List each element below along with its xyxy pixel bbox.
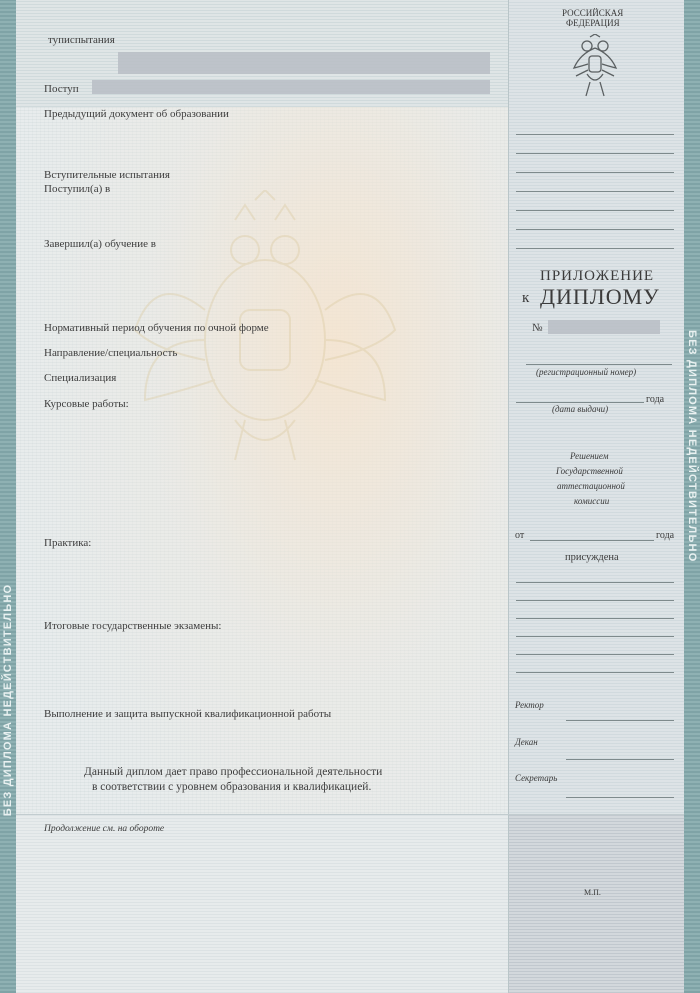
redacted-name xyxy=(118,52,490,74)
rule-line xyxy=(516,229,674,230)
qualification-line xyxy=(516,600,674,601)
rule-line xyxy=(516,134,674,135)
thesis-label: Выполнение и защита выпускной квалификационной работы xyxy=(44,708,332,720)
redacted-number xyxy=(548,320,660,334)
specialization-label: Специализация xyxy=(44,372,117,384)
issue-date-line xyxy=(516,402,644,403)
rector-label: Ректор xyxy=(515,700,544,710)
previous-document-label: Предыдущий документ об образовании xyxy=(44,108,229,120)
country-line-2: ФЕДЕРАЦИЯ xyxy=(566,18,620,28)
dean-label: Декан xyxy=(515,737,538,747)
rule-line xyxy=(516,172,674,173)
year-word: года xyxy=(646,394,665,405)
study-period-label: Нормативный период обучения по очной форме xyxy=(44,322,269,334)
right-band-text: БЕЗ ДИПЛОМА НЕДЕЙСТВИТЕЛЬНО xyxy=(686,330,698,563)
secretary-signature-line xyxy=(566,797,674,798)
secretary-label: Секретарь xyxy=(515,773,558,783)
title-diploma: ДИПЛОМУ xyxy=(540,284,660,309)
qualification-line xyxy=(516,672,674,673)
reg-number-caption: (регистрационный номер) xyxy=(536,367,637,377)
redacted-line xyxy=(92,80,490,94)
rector-signature-line xyxy=(566,720,674,721)
rule-line xyxy=(516,191,674,192)
specialty-label: Направление/специальность xyxy=(44,347,178,359)
number-sign: № xyxy=(532,322,543,334)
right-security-band xyxy=(684,0,700,993)
country-line-1: РОССИЙСКАЯ xyxy=(562,8,624,18)
qualification-line xyxy=(516,654,674,655)
practice-label: Практика: xyxy=(44,537,92,549)
dean-signature-line xyxy=(566,759,674,760)
enrolled-in-label: Поступил(а) в xyxy=(44,183,111,195)
title-k: к xyxy=(522,290,531,306)
from-word: от xyxy=(515,530,525,541)
double-headed-eagle-icon xyxy=(570,34,620,100)
reg-number-line xyxy=(526,364,672,365)
notice-line-1: Данный диплом дает право профессиональной деятельности xyxy=(84,766,383,778)
entrance-exams-label: Вступительные испытания xyxy=(44,169,170,181)
admission-tests-header-fragment: туписпытания xyxy=(48,34,115,46)
decision-line-1: Решением xyxy=(570,451,609,461)
admitted-header-fragment: Поступ xyxy=(44,83,79,95)
qualification-line xyxy=(516,636,674,637)
stamp-area xyxy=(508,814,684,993)
completed-studies-label: Завершил(а) обучение в xyxy=(44,238,156,250)
rule-line xyxy=(516,210,674,211)
title-supplement: ПРИЛОЖЕНИЕ xyxy=(540,268,655,284)
vertical-divider xyxy=(508,0,509,993)
left-band-text: БЕЗ ДИПЛОМА НЕДЕЙСТВИТЕЛЬНО xyxy=(2,583,14,817)
eagle-watermark-icon xyxy=(115,190,415,490)
stamp-place-label: М.П. xyxy=(584,888,601,897)
qualification-line xyxy=(516,618,674,619)
issue-date-caption: (дата выдачи) xyxy=(552,404,609,414)
coursework-label: Курсовые работы: xyxy=(44,398,129,410)
bottom-strip xyxy=(16,814,508,993)
decision-line-2: Государственной xyxy=(556,466,623,476)
state-exams-label: Итоговые государственные экзамены: xyxy=(44,620,222,632)
continued-note: Продолжение см. на обороте xyxy=(44,824,165,834)
awarded-word: присуждена xyxy=(565,552,619,563)
rule-line xyxy=(516,153,674,154)
year-word-2: года xyxy=(656,530,675,541)
qualification-line xyxy=(516,582,674,583)
decision-line-4: комиссии xyxy=(574,496,610,506)
horizontal-divider xyxy=(16,814,684,815)
commission-date-line xyxy=(530,540,654,541)
decision-line-3: аттестационной xyxy=(557,481,625,491)
left-security-band xyxy=(0,0,16,993)
rule-line xyxy=(516,248,674,249)
notice-line-2: в соответствии с уровнем образования и квалификацией. xyxy=(92,781,372,793)
